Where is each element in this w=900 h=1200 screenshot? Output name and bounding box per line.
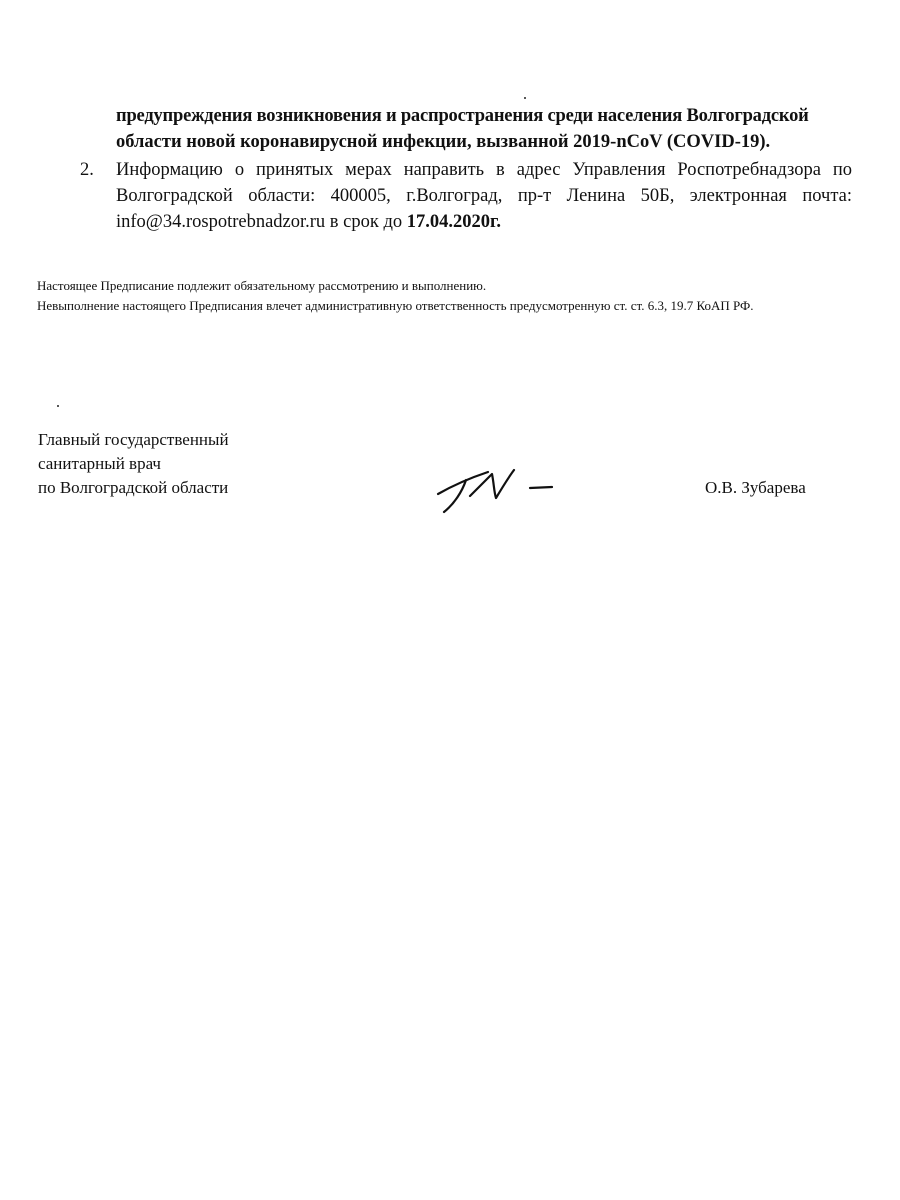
handwritten-signature	[430, 460, 570, 520]
position-line-2: санитарный врач	[38, 454, 161, 473]
item-1-line-1: предупреждения возникновения и распространения среди населения Волгоградской	[116, 106, 809, 126]
notes-block	[37, 276, 853, 316]
measures-list	[80, 103, 852, 235]
item-1-line-2: области новой коронавирусной инфекции, вызванной 2019-nCoV (COVID-19).	[116, 132, 771, 152]
note-liability: Невыполнение настоящего Предписания влечет административную ответственность предусмотренную ст. ст. 6.3, 19.7 КоАП РФ.	[37, 298, 754, 313]
deadline-date: 17.04.2020г.	[406, 212, 501, 232]
signer-name: О.В. Зубарева	[705, 478, 806, 497]
scan-speck	[524, 97, 526, 99]
position-line-3: по Волгоградской области	[38, 478, 229, 497]
item-2-text: Информацию о принятых мерах направить в адрес Управления Роспотребнадзора по Волгоградской области: 400005, г.Волгоград, пр-т Ленина 50Б, электронная почта: info@34.rospotrebnadzor.ru в срок до	[116, 160, 852, 232]
item-1-continuation	[80, 103, 852, 155]
signatory-position	[38, 428, 229, 500]
item-number: 2.	[80, 160, 94, 180]
note-mandatory: Настоящее Предписание подлежит обязательному рассмотрению и выполнению.	[37, 278, 487, 293]
scan-speck	[57, 405, 59, 407]
list-item-2	[80, 157, 852, 235]
position-line-1: Главный государственный	[38, 430, 229, 449]
